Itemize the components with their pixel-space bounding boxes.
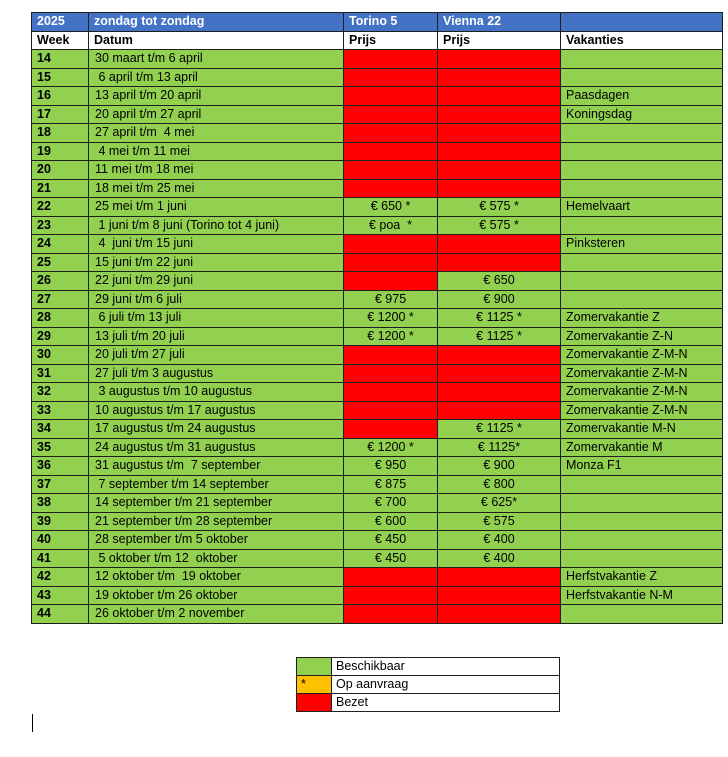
title-empty-cell [561,13,723,32]
week-number: 30 [32,346,89,365]
date-range: 24 augustus t/m 31 augustus [89,438,344,457]
table-row [32,494,723,513]
date-range: 20 juli t/m 27 juli [89,346,344,365]
table-row [32,87,723,106]
table-row [32,253,723,272]
table-row [32,327,723,346]
week-number: 40 [32,531,89,550]
holiday-label [561,494,723,513]
vienna-price: € 1125 * [438,327,561,346]
torino-price-header: Prijs [344,31,438,50]
torino-price [344,87,438,106]
table-row [32,235,723,254]
week-number: 25 [32,253,89,272]
holiday-label: Hemelvaart [561,198,723,217]
week-number: 17 [32,105,89,124]
vienna-price [438,253,561,272]
week-number: 16 [32,87,89,106]
vienna-price [438,346,561,365]
week-number: 26 [32,272,89,291]
torino-price [344,364,438,383]
holiday-label [561,253,723,272]
date-range: 17 augustus t/m 24 augustus [89,420,344,439]
torino-price [344,586,438,605]
week-number: 22 [32,198,89,217]
date-range: 22 juni t/m 29 juni [89,272,344,291]
vienna-price: € 800 [438,475,561,494]
vienna-price [438,383,561,402]
holiday-label: Herfstvakantie Z [561,568,723,587]
legend-item [297,658,560,676]
date-range: 4 mei t/m 11 mei [89,142,344,161]
date-range: 26 oktober t/m 2 november [89,605,344,624]
subtitle-cell: zondag tot zondag [89,13,344,32]
table-row [32,346,723,365]
week-column-header: Week [32,31,89,50]
holiday-label: Zomervakantie Z-N [561,327,723,346]
week-number: 36 [32,457,89,476]
vienna-price [438,568,561,587]
vienna-price: € 400 [438,549,561,568]
table-row [32,142,723,161]
week-number: 39 [32,512,89,531]
date-range: 14 september t/m 21 september [89,494,344,513]
date-range: 6 juli t/m 13 juli [89,309,344,328]
vienna-price [438,364,561,383]
legend-item [297,676,560,694]
week-number: 43 [32,586,89,605]
week-number: 18 [32,124,89,143]
vienna-price [438,68,561,87]
week-number: 33 [32,401,89,420]
week-number: 41 [32,549,89,568]
week-number: 42 [32,568,89,587]
holiday-label: Koningsdag [561,105,723,124]
legend [296,657,560,712]
table-row [32,124,723,143]
date-range: 4 juni t/m 15 juni [89,235,344,254]
table-row [32,568,723,587]
holiday-label [561,475,723,494]
vienna-price: € 575 [438,512,561,531]
table-row [32,364,723,383]
date-range: 12 oktober t/m 19 oktober [89,568,344,587]
date-range: 5 oktober t/m 12 oktober [89,549,344,568]
date-range: 19 oktober t/m 26 oktober [89,586,344,605]
torino-price: € 700 [344,494,438,513]
torino-price [344,161,438,180]
week-number: 23 [32,216,89,235]
date-range: 13 april t/m 20 april [89,87,344,106]
week-number: 44 [32,605,89,624]
holidays-column-header: Vakanties [561,31,723,50]
holiday-label [561,290,723,309]
vienna-price: € 650 [438,272,561,291]
holiday-label [561,68,723,87]
table-row [32,105,723,124]
date-range: 30 maart t/m 6 april [89,50,344,69]
vienna-price [438,401,561,420]
torino-price [344,420,438,439]
table-row [32,457,723,476]
torino-price [344,272,438,291]
week-number: 34 [32,420,89,439]
holiday-label: Zomervakantie M [561,438,723,457]
vienna-price [438,50,561,69]
legend-swatch [297,694,332,712]
vienna-price [438,87,561,106]
torino-price [344,346,438,365]
torino-price [344,68,438,87]
torino-price [344,179,438,198]
torino-price: € 875 [344,475,438,494]
torino-price: € 450 [344,549,438,568]
table-row [32,438,723,457]
week-number: 35 [32,438,89,457]
torino-price: € 1200 * [344,327,438,346]
year-cell: 2025 [32,13,89,32]
table-row [32,549,723,568]
legend-swatch [297,658,332,676]
date-range: 28 september t/m 5 oktober [89,531,344,550]
table-row [32,179,723,198]
holiday-label: Herfstvakantie N-M [561,586,723,605]
vienna-header: Vienna 22 [438,13,561,32]
torino-price [344,605,438,624]
date-range: 29 juni t/m 6 juli [89,290,344,309]
date-range: 1 juni t/m 8 juni (Torino tot 4 juni) [89,216,344,235]
table-row [32,605,723,624]
table-row [32,586,723,605]
legend-label: Bezet [332,694,560,712]
week-number: 27 [32,290,89,309]
legend-label: Beschikbaar [332,658,560,676]
legend-item [297,694,560,712]
week-number: 28 [32,309,89,328]
torino-price: € 975 [344,290,438,309]
date-range: 10 augustus t/m 17 augustus [89,401,344,420]
date-range: 25 mei t/m 1 juni [89,198,344,217]
holiday-label: Zomervakantie Z-M-N [561,383,723,402]
week-number: 31 [32,364,89,383]
holiday-label [561,124,723,143]
week-number: 20 [32,161,89,180]
torino-price: € 950 [344,457,438,476]
vienna-price: € 1125 * [438,309,561,328]
holiday-label [561,531,723,550]
date-range: 11 mei t/m 18 mei [89,161,344,180]
table-row [32,50,723,69]
torino-price [344,105,438,124]
table-row [32,420,723,439]
vienna-price-header: Prijs [438,31,561,50]
vienna-price: € 1125 * [438,420,561,439]
legend-label: Op aanvraag [332,676,560,694]
holiday-label [561,50,723,69]
week-number: 19 [32,142,89,161]
torino-price: € 1200 * [344,438,438,457]
vienna-price: € 1125* [438,438,561,457]
week-number: 37 [32,475,89,494]
torino-price [344,401,438,420]
torino-price [344,235,438,254]
holiday-label: Monza F1 [561,457,723,476]
vienna-price: € 625* [438,494,561,513]
torino-price: € 650 * [344,198,438,217]
table-row [32,161,723,180]
torino-price: € 1200 * [344,309,438,328]
table-row [32,512,723,531]
vienna-price [438,124,561,143]
torino-price [344,124,438,143]
availability-table [31,12,723,624]
torino-price [344,383,438,402]
date-range: 27 april t/m 4 mei [89,124,344,143]
date-range: 18 mei t/m 25 mei [89,179,344,198]
week-number: 15 [32,68,89,87]
torino-header: Torino 5 [344,13,438,32]
torino-price: € 600 [344,512,438,531]
vienna-price [438,235,561,254]
title-row [32,13,723,32]
date-range: 27 juli t/m 3 augustus [89,364,344,383]
holiday-label [561,272,723,291]
week-number: 24 [32,235,89,254]
vienna-price [438,161,561,180]
vienna-price: € 900 [438,457,561,476]
holiday-label [561,512,723,531]
vienna-price [438,605,561,624]
column-header-row [32,31,723,50]
date-range: 7 september t/m 14 september [89,475,344,494]
holiday-label: Zomervakantie M-N [561,420,723,439]
holiday-label: Paasdagen [561,87,723,106]
holiday-label: Pinksteren [561,235,723,254]
vienna-price: € 400 [438,531,561,550]
holiday-label [561,605,723,624]
date-range: 13 juli t/m 20 juli [89,327,344,346]
date-range: 31 augustus t/m 7 september [89,457,344,476]
table-row [32,309,723,328]
holiday-label: Zomervakantie Z-M-N [561,401,723,420]
holiday-label: Zomervakantie Z [561,309,723,328]
holiday-label [561,549,723,568]
vienna-price [438,586,561,605]
table-row [32,216,723,235]
torino-price: € poa * [344,216,438,235]
vienna-price: € 900 [438,290,561,309]
week-number: 14 [32,50,89,69]
text-cursor [32,714,33,732]
vienna-price [438,179,561,198]
legend-swatch: * [297,676,332,694]
table-row [32,198,723,217]
table-row [32,383,723,402]
table-row [32,531,723,550]
date-range: 20 april t/m 27 april [89,105,344,124]
holiday-label [561,161,723,180]
torino-price [344,568,438,587]
date-column-header: Datum [89,31,344,50]
torino-price [344,253,438,272]
torino-price [344,50,438,69]
week-number: 38 [32,494,89,513]
table-row [32,68,723,87]
vienna-price [438,142,561,161]
holiday-label: Zomervakantie Z-M-N [561,346,723,365]
week-number: 21 [32,179,89,198]
table-row [32,290,723,309]
date-range: 3 augustus t/m 10 augustus [89,383,344,402]
week-number: 29 [32,327,89,346]
vienna-price: € 575 * [438,198,561,217]
torino-price: € 450 [344,531,438,550]
torino-price [344,142,438,161]
vienna-price: € 575 * [438,216,561,235]
holiday-label: Zomervakantie Z-M-N [561,364,723,383]
holiday-label [561,179,723,198]
vienna-price [438,105,561,124]
table-row [32,475,723,494]
date-range: 15 juni t/m 22 juni [89,253,344,272]
table-row [32,401,723,420]
holiday-label [561,216,723,235]
date-range: 21 september t/m 28 september [89,512,344,531]
table-row [32,272,723,291]
week-number: 32 [32,383,89,402]
holiday-label [561,142,723,161]
date-range: 6 april t/m 13 april [89,68,344,87]
